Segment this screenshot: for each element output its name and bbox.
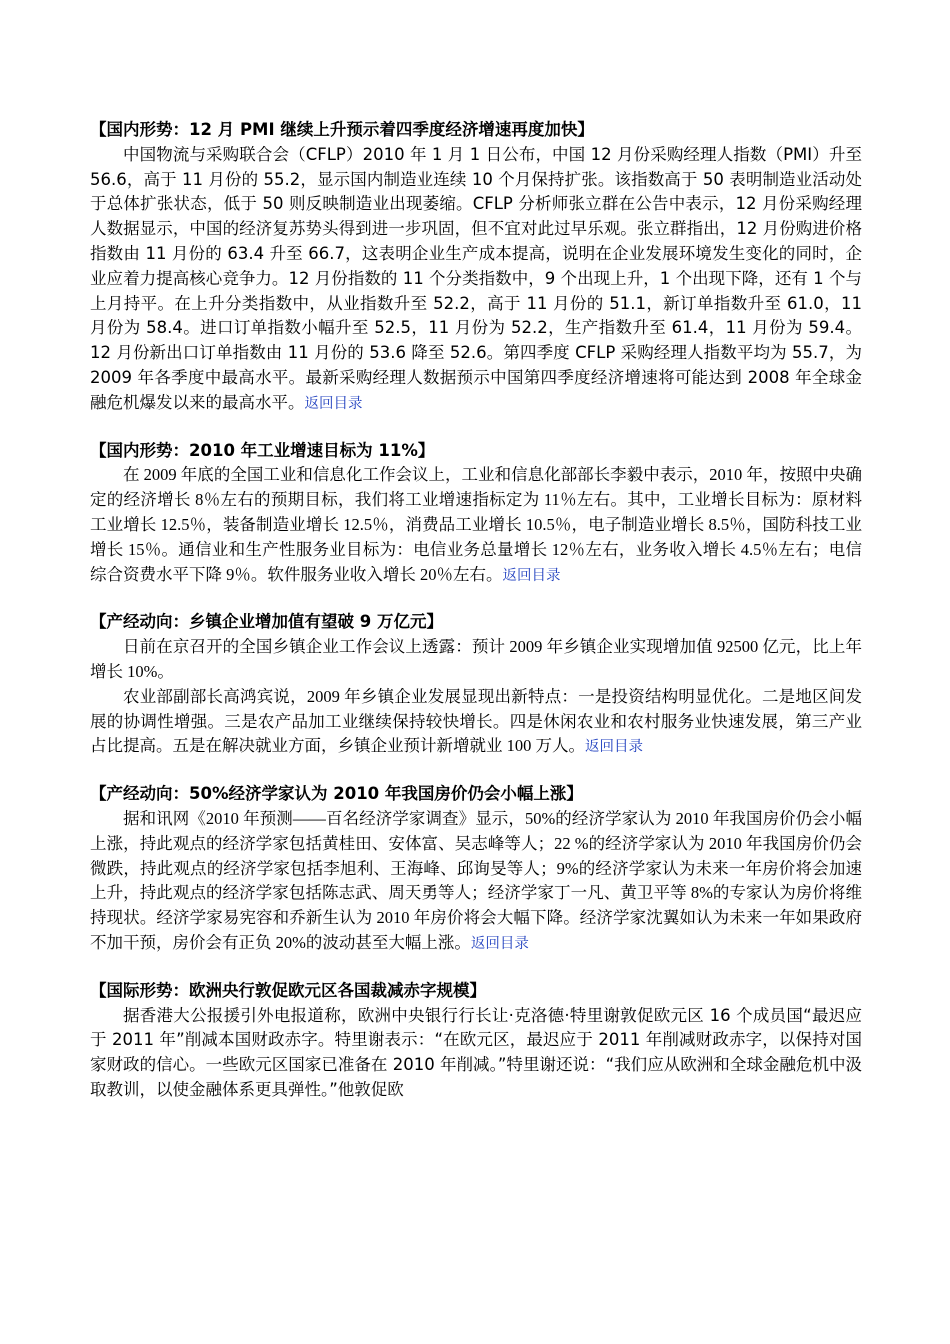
section-ecb-deficit (90, 979, 862, 1103)
section-paragraph: 日前在京召开的全国乡镇企业工作会议上透露：预计 2009 年乡镇企业实现增加值 92500 亿元，比上年增长 10%。 (90, 637, 862, 681)
section-paragraph: 据和讯网《2010 年预测——百名经济学家调查》显示，50%的经济学家认为 2010 年我国房价仍会小幅上涨，持此观点的经济学家包括黄桂田、安体富、吴志峰等人；22 %的经济学家认为 2010 年我国房价仍会微跌，持此观点的经济学家包括李旭利、王海峰、邱询旻等人；9%的经济学家认为未来一年房价将会加速上升，持此观点的经济学家包括陈志武、周天勇等人；经济学家丁一凡、黄卫平等 8%的专家认为房价将维持现状。经济学家易宪容和乔新生认为 2010 年房价将会大幅下降。经济学家沈翼如认为未来一年如果政府不加干预，房价会有正负 20%的波动甚至大幅上涨。返回目录 (90, 808, 862, 952)
section-pmi (90, 118, 862, 417)
back-to-toc-link[interactable]: 返回目录 (585, 739, 643, 756)
section-housing-prices (90, 782, 862, 957)
section-industry-target (90, 439, 862, 589)
section-paragraph: 据香港大公报援引外电报道称，欧洲中央银行行长让·克洛德·特里谢敦促欧元区 16 个成员国“最迟应于 2011 年”削减本国财政赤字。特里谢表示：“在欧元区，最迟应于 2011 年削减财政赤字，以保持对国家财政的信心。一些欧元区国家已准备在 2010 年削减。”特里谢还说：“我们应从欧洲和全球金融危机中汲取教训，以使金融体系更具弹性。”他敦促欧 (90, 1005, 862, 1099)
document-page (90, 118, 862, 1125)
section-heading: 【国内形势：12 月 PMI 继续上升预示着四季度经济增速再度加快】 (90, 120, 594, 139)
back-to-toc-link[interactable]: 返回目录 (470, 935, 529, 952)
section-heading: 【产经动向：乡镇企业增加值有望破 9 万亿元】 (90, 612, 443, 632)
back-to-toc-link[interactable]: 返回目录 (502, 567, 561, 584)
section-heading: 【产经动向：50%经济学家认为 2010 年我国房价仍会小幅上涨】 (90, 784, 583, 804)
section-paragraph: 农业部副部长高鸿宾说，2009 年乡镇企业发展显现出新特点：一是投资结构明显优化。二是地区间发展的协调性增强。三是农产品加工业继续保持较快增长。四是休闲农业和农村服务业快速发展，第三产业占比提高。五是在解决就业方面，乡镇企业预计新增就业 100 万人。返回目录 (90, 686, 862, 756)
back-to-toc-link[interactable]: 返回目录 (304, 395, 363, 412)
section-paragraph: 在 2009 年底的全国工业和信息化工作会议上，工业和信息化部部长李毅中表示，2010 年，按照中央确定的经济增长 8％左右的预期目标，我们将工业增速指标定为 11％左右。其中，工业增长目标为：原材料工业增长 12.5％，装备制造业增长 12.5％，消费品工业增长 10.5％，电子制造业增长 8.5％，国防科技工业增长 15％。通信业和生产性服务业目标为：电信业务总量增长 12％左右，业务收入增长 4.5％左右；电信综合资费水平下降 9％。软件服务业收入增长 20％左右。返回目录 (90, 465, 862, 584)
section-heading: 【国内形势：2010 年工业增速目标为 11%】 (90, 440, 435, 460)
section-township-enterprises (90, 610, 862, 760)
section-paragraph: 中国物流与采购联合会（CFLP）2010 年 1 月 1 日公布，中国 12 月份采购经理人指数（PMI）升至 56.6，高于 11 月份的 55.2，显示国内制造业连续 10 个月保持扩张。该指数高于 50 表明制造业活动处于总体扩张状态，低于 50 则反映制造业出现萎缩。CFLP 分析师张立群在公告中表示，12 月份采购经理人数据显示，中国的经济复苏势头得到进一步巩固，但不宜对此过早乐观。张立群指出，12 月份购进价格指数由 11 月份的 63.4 升至 66.7，这表明企业生产成本提高，说明在企业发展环境发生变化的同时，企业应着力提高核心竞争力。12 月份指数的 11 个分类指数中，9 个出现上升，1 个出现下降，还有 1 个与上月持平。在上升分类指数中，从业指数升至 52.2，高于 11 月份的 51.1，新订单指数升至 61.0，11 月份为 58.4。进口订单指数小幅升至 52.5，11 月份为 52.2，生产指数升至 61.4，11 月份为 59.4。12 月份新出口订单指数由 11 月份的 53.6 降至 52.6。第四季度 CFLP 采购经理人指数平均为 55.7，为 2009 年各季度中最高水平。最新采购经理人数据预示中国第四季度经济增速将可能达到 2008 年全球金融危机爆发以来的最高水平。返回目录 (90, 144, 863, 412)
section-heading: 【国际形势：欧洲央行敦促欧元区各国裁减赤字规模】 (90, 980, 486, 1000)
